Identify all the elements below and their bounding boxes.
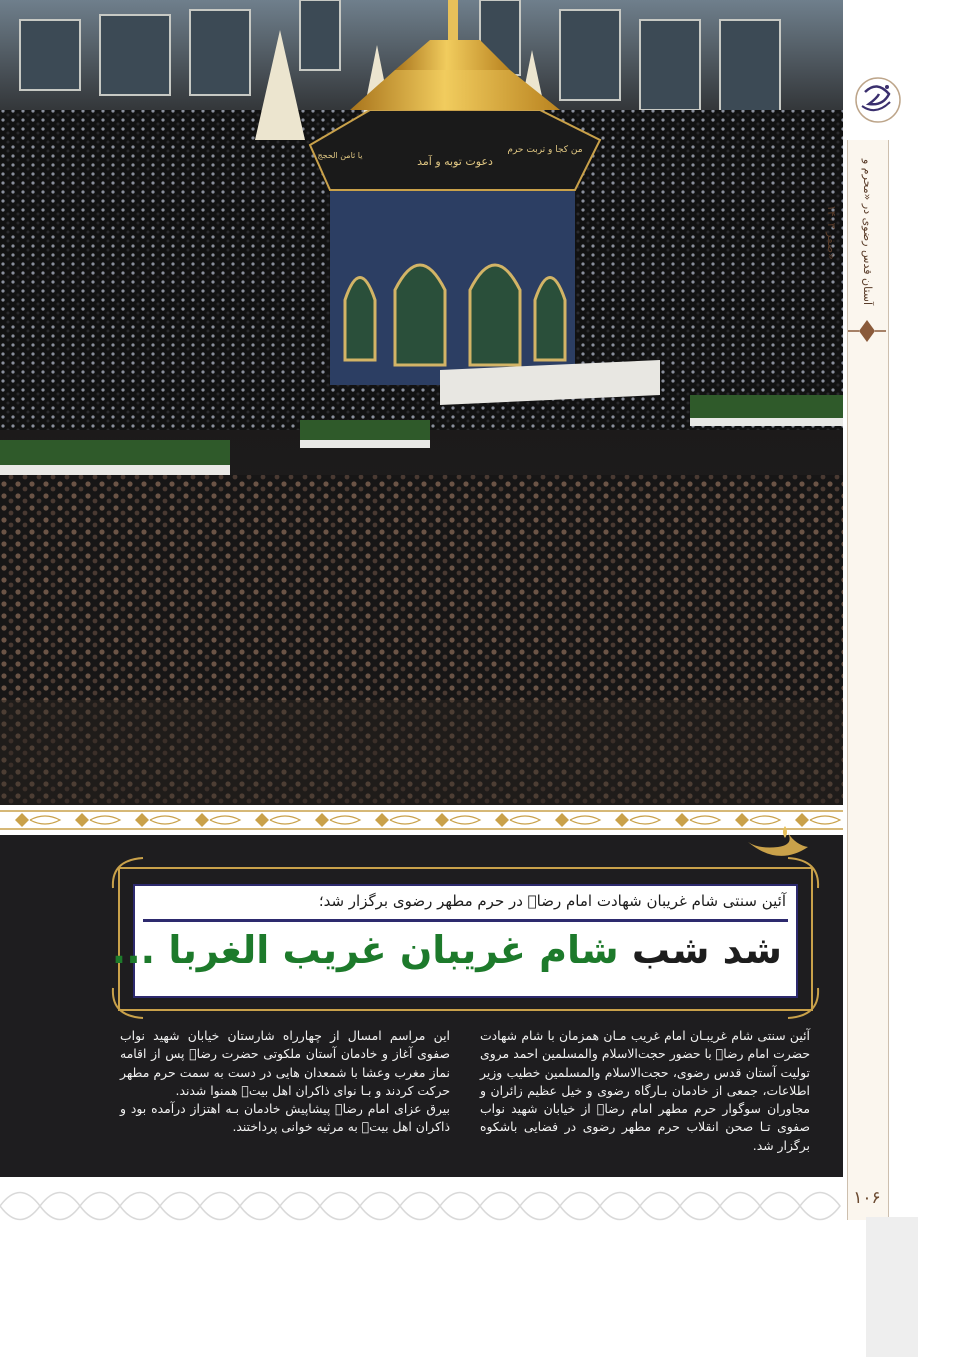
headline-part-2: شام غریبان <box>399 928 619 972</box>
ornament-icon <box>848 318 886 344</box>
page-number: ۱۰۶ <box>853 1188 881 1208</box>
article-headline <box>112 928 782 972</box>
headline-part-1: شد شب <box>631 928 782 972</box>
shrine-inscription: دعوت توبه و آمد <box>417 155 493 168</box>
magazine-logo-icon <box>840 70 900 130</box>
lattice-pattern <box>0 1177 843 1235</box>
running-header: آستان قدس رضوی در «محرم و صفر ۱۴۰۳» <box>825 159 874 306</box>
subtitle-rule <box>143 919 788 922</box>
shrine-inscription: یا ثامن الحجج <box>317 151 363 160</box>
article-column-left: این مراسم امسال از چهارراه شارستان خیابان شهید نواب صفوی آغاز و خادمان آستان ملکوتی حضرت رضاؑ پس از اقامه نماز مغرب وعشا با شمعدان هایی در دست به سمت حرم مطهر حرکت کردند و بـا نوای ذاکران اهل بیتؑ همنوا شدند. بیرق عزای امام رضاؑ پیشاپیش خادمان بـه اهتزاز درآمده بود و ذاکران اهل بیتؑ به مرثیه خوانی پرداختند. <box>120 1028 450 1135</box>
divider-pattern <box>0 805 843 835</box>
shrine-inscription: من کجا و تربت حرم <box>507 145 583 155</box>
footer-pattern <box>0 1177 843 1235</box>
ornamental-divider <box>0 805 843 835</box>
page-edge-tab <box>866 1217 918 1357</box>
article-column-right: آئین سنتی شام غریبـان امام غریب مـان همزمان با شام شهادت حضرت امام رضاؑ با حضور حجت‌الاسلام والمسلمین احمد مروی تولیت آستان قدس رضوی، حجت‌الاسلام والمسلمین خطیب وزیر اطلاعات، جمعی از خادمان بـارگاه رضوی و خیل عظیم زائران و مجاوران سوگوار حرم مطهر امام رضاؑ از خیابان شهید نواب صفوی تـا صحن انقلاب حرم مطهر رضوی در فضایی باشکوه برگزار شد. <box>480 1028 810 1153</box>
title-box <box>111 884 798 998</box>
headline-part-3: غریب الغربا ... <box>111 928 387 972</box>
article-subtitle: آئین سنتی شام غریبان شهادت امام رضاؑ در حرم مطهر رضوی برگزار شد؛ <box>318 892 786 910</box>
